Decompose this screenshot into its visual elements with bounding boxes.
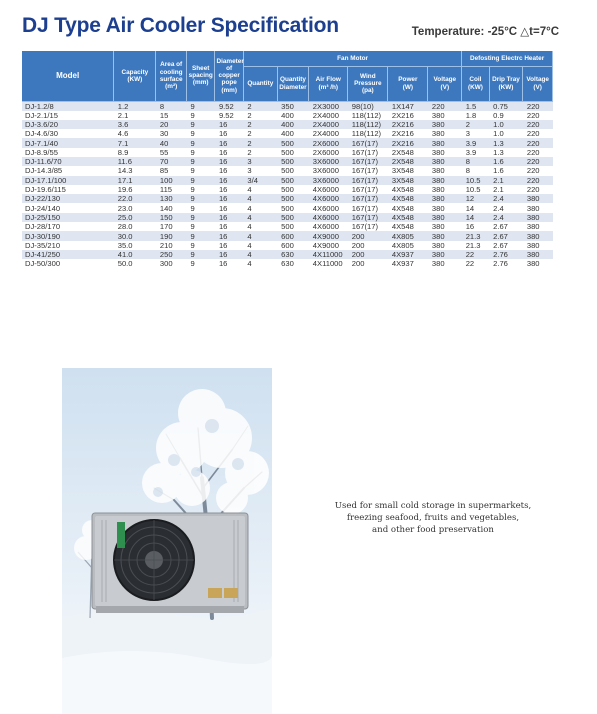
cell-model: DJ-3.6/20 [22, 120, 114, 129]
cell-drip-tray-power: 1.3 [489, 138, 523, 147]
cell-pipe-diameter: 16 [215, 259, 243, 268]
cell-capacity: 50.0 [114, 259, 156, 268]
cell-heater-voltage: 220 [523, 166, 553, 175]
cell-cooling-area: 140 [156, 203, 187, 212]
cell-drip-tray-power: 0.75 [489, 101, 523, 111]
table-row [22, 213, 553, 222]
cell-voltage: 380 [428, 111, 462, 120]
table-row [22, 194, 553, 203]
header-wind-pressure: Wind Pressure (pa) [348, 66, 388, 101]
cell-drip-tray-power: 2.4 [489, 213, 523, 222]
cell-voltage: 380 [428, 241, 462, 250]
cell-voltage: 380 [428, 259, 462, 268]
cell-power: 2X216 [388, 129, 428, 138]
cell-voltage: 380 [428, 129, 462, 138]
cell-fan-qty-diameter: 630 [277, 259, 309, 268]
cell-air-flow: 4X11000 [309, 250, 348, 259]
cell-air-flow: 2X4000 [309, 120, 348, 129]
cell-cooling-area: 300 [156, 259, 187, 268]
cell-heater-voltage: 220 [523, 157, 553, 166]
cell-capacity: 35.0 [114, 241, 156, 250]
table-row [22, 148, 553, 157]
table-row [22, 166, 553, 175]
cell-heater-voltage: 380 [523, 241, 553, 250]
cell-heater-voltage: 220 [523, 176, 553, 185]
cell-sheet-spacing: 9 [186, 259, 214, 268]
cell-wind-pressure: 167(17) [348, 176, 388, 185]
cell-fan-quantity: 2 [243, 120, 277, 129]
usage-caption [318, 500, 548, 536]
cell-sheet-spacing: 9 [186, 138, 214, 147]
cell-model: DJ-22/130 [22, 194, 114, 203]
cell-pipe-diameter: 16 [215, 231, 243, 240]
cell-coil-power: 14 [462, 213, 489, 222]
cell-sheet-spacing: 9 [186, 148, 214, 157]
cell-wind-pressure: 98(10) [348, 101, 388, 111]
cell-sheet-spacing: 9 [186, 250, 214, 259]
cell-fan-qty-diameter: 350 [277, 101, 309, 111]
cell-air-flow: 2X4000 [309, 111, 348, 120]
cell-air-flow: 3X6000 [309, 166, 348, 175]
cell-fan-qty-diameter: 500 [277, 176, 309, 185]
cell-voltage: 380 [428, 231, 462, 240]
cell-coil-power: 16 [462, 222, 489, 231]
cell-fan-quantity: 2 [243, 138, 277, 147]
cell-power: 4X805 [388, 231, 428, 240]
cell-heater-voltage: 220 [523, 148, 553, 157]
cell-model: DJ-28/170 [22, 222, 114, 231]
cell-capacity: 1.2 [114, 101, 156, 111]
cell-voltage: 380 [428, 176, 462, 185]
cell-fan-quantity: 2 [243, 101, 277, 111]
cell-capacity: 17.1 [114, 176, 156, 185]
cell-coil-power: 14 [462, 203, 489, 212]
cell-wind-pressure: 118(112) [348, 129, 388, 138]
cell-drip-tray-power: 2.4 [489, 203, 523, 212]
cell-sheet-spacing: 9 [186, 157, 214, 166]
cell-fan-quantity: 2 [243, 111, 277, 120]
cell-sheet-spacing: 9 [186, 213, 214, 222]
caption-line: and other food preservation [372, 525, 494, 535]
cell-sheet-spacing: 9 [186, 129, 214, 138]
cell-heater-voltage: 220 [523, 101, 553, 111]
table-row [22, 111, 553, 120]
cell-model: DJ-50/300 [22, 259, 114, 268]
cell-pipe-diameter: 16 [215, 250, 243, 259]
cell-cooling-area: 115 [156, 185, 187, 194]
cell-wind-pressure: 167(17) [348, 157, 388, 166]
cell-sheet-spacing: 9 [186, 231, 214, 240]
cell-model: DJ-41/250 [22, 250, 114, 259]
cell-drip-tray-power: 0.9 [489, 111, 523, 120]
cell-heater-voltage: 220 [523, 129, 553, 138]
cell-fan-qty-diameter: 500 [277, 148, 309, 157]
cell-voltage: 220 [428, 101, 462, 111]
cell-power: 4X548 [388, 222, 428, 231]
cell-air-flow: 2X4000 [309, 129, 348, 138]
cell-model: DJ-35/210 [22, 241, 114, 250]
cell-cooling-area: 40 [156, 138, 187, 147]
cell-wind-pressure: 167(17) [348, 185, 388, 194]
cell-capacity: 30.0 [114, 231, 156, 240]
cell-air-flow: 4X6000 [309, 203, 348, 212]
cell-model: DJ-25/150 [22, 213, 114, 222]
cell-sheet-spacing: 9 [186, 120, 214, 129]
cell-heater-voltage: 380 [523, 231, 553, 240]
cell-power: 4X937 [388, 259, 428, 268]
cell-cooling-area: 8 [156, 101, 187, 111]
cell-fan-qty-diameter: 500 [277, 213, 309, 222]
cell-wind-pressure: 167(17) [348, 213, 388, 222]
cell-wind-pressure: 118(112) [348, 111, 388, 120]
cell-drip-tray-power: 1.6 [489, 157, 523, 166]
cell-fan-qty-diameter: 500 [277, 185, 309, 194]
table-body [22, 101, 553, 269]
cell-fan-qty-diameter: 500 [277, 138, 309, 147]
cell-coil-power: 21.3 [462, 231, 489, 240]
header-defrosting-heater: Defosting Electrc Heater [462, 51, 553, 66]
cell-pipe-diameter: 16 [215, 120, 243, 129]
cell-pipe-diameter: 16 [215, 241, 243, 250]
table-row [22, 203, 553, 212]
cell-sheet-spacing: 9 [186, 185, 214, 194]
cell-pipe-diameter: 9.52 [215, 111, 243, 120]
cell-fan-qty-diameter: 500 [277, 203, 309, 212]
cell-pipe-diameter: 16 [215, 129, 243, 138]
cell-coil-power: 3.9 [462, 148, 489, 157]
cell-coil-power: 8 [462, 166, 489, 175]
cell-sheet-spacing: 9 [186, 194, 214, 203]
cell-air-flow: 4X11000 [309, 259, 348, 268]
cell-fan-quantity: 3 [243, 157, 277, 166]
header-area: Area of cooling surface (m²) [156, 51, 187, 101]
cell-coil-power: 8 [462, 157, 489, 166]
cell-air-flow: 3X6000 [309, 157, 348, 166]
header-sheet-spacing: Sheet spacing (mm) [186, 51, 214, 101]
cell-voltage: 380 [428, 203, 462, 212]
cell-air-flow: 4X6000 [309, 213, 348, 222]
table-row [22, 185, 553, 194]
cell-coil-power: 21.3 [462, 241, 489, 250]
cell-fan-qty-diameter: 500 [277, 157, 309, 166]
header-fan-quantity: Quantity [243, 66, 277, 101]
header-fan-qty-diameter: Quantity Diameter [277, 66, 309, 101]
cell-voltage: 380 [428, 250, 462, 259]
cell-coil-power: 3 [462, 129, 489, 138]
cell-air-flow: 2X6000 [309, 148, 348, 157]
cell-capacity: 25.0 [114, 213, 156, 222]
cell-coil-power: 10.5 [462, 176, 489, 185]
cell-drip-tray-power: 2.76 [489, 250, 523, 259]
cell-fan-quantity: 4 [243, 213, 277, 222]
cell-fan-qty-diameter: 600 [277, 231, 309, 240]
cell-coil-power: 2 [462, 120, 489, 129]
page-title: DJ Type Air Cooler Specification [22, 14, 339, 37]
table-row [22, 241, 553, 250]
cell-drip-tray-power: 1.3 [489, 148, 523, 157]
cell-power: 2X548 [388, 157, 428, 166]
cell-model: DJ-8.9/55 [22, 148, 114, 157]
cell-cooling-area: 15 [156, 111, 187, 120]
table-row [22, 138, 553, 147]
cell-coil-power: 3.9 [462, 138, 489, 147]
cell-model: DJ-24/140 [22, 203, 114, 212]
cell-power: 4X548 [388, 185, 428, 194]
cell-fan-quantity: 4 [243, 231, 277, 240]
cell-fan-quantity: 4 [243, 259, 277, 268]
cell-air-flow: 4X6000 [309, 194, 348, 203]
cell-fan-quantity: 4 [243, 222, 277, 231]
cell-heater-voltage: 220 [523, 185, 553, 194]
cell-air-flow: 4X9000 [309, 241, 348, 250]
cell-fan-qty-diameter: 630 [277, 250, 309, 259]
cell-drip-tray-power: 2.4 [489, 194, 523, 203]
cell-voltage: 380 [428, 120, 462, 129]
cell-air-flow: 4X6000 [309, 222, 348, 231]
cell-sheet-spacing: 9 [186, 222, 214, 231]
cell-heater-voltage: 380 [523, 259, 553, 268]
table-row [22, 231, 553, 240]
cell-cooling-area: 250 [156, 250, 187, 259]
cell-capacity: 22.0 [114, 194, 156, 203]
cell-air-flow: 2X3000 [309, 101, 348, 111]
cell-drip-tray-power: 2.67 [489, 241, 523, 250]
cell-power: 2X548 [388, 148, 428, 157]
cell-cooling-area: 170 [156, 222, 187, 231]
cell-capacity: 23.0 [114, 203, 156, 212]
cell-heater-voltage: 220 [523, 111, 553, 120]
cell-capacity: 8.9 [114, 148, 156, 157]
cell-coil-power: 10.5 [462, 185, 489, 194]
cell-fan-quantity: 2 [243, 148, 277, 157]
table-row [22, 101, 553, 111]
cell-cooling-area: 150 [156, 213, 187, 222]
cell-drip-tray-power: 2.67 [489, 231, 523, 240]
cell-coil-power: 1.5 [462, 101, 489, 111]
cell-model: DJ-17.1/100 [22, 176, 114, 185]
cell-model: DJ-2.1/15 [22, 111, 114, 120]
cell-model: DJ-19.6/115 [22, 185, 114, 194]
cell-drip-tray-power: 1.0 [489, 129, 523, 138]
cell-air-flow: 3X6000 [309, 176, 348, 185]
snowy-tree-image [62, 368, 272, 714]
cell-sheet-spacing: 9 [186, 101, 214, 111]
cell-fan-quantity: 4 [243, 185, 277, 194]
cell-sheet-spacing: 9 [186, 166, 214, 175]
cell-coil-power: 12 [462, 194, 489, 203]
cell-sheet-spacing: 9 [186, 203, 214, 212]
cell-coil-power: 22 [462, 259, 489, 268]
cell-pipe-diameter: 16 [215, 185, 243, 194]
cell-capacity: 7.1 [114, 138, 156, 147]
cell-capacity: 14.3 [114, 166, 156, 175]
table-row [22, 222, 553, 231]
cell-capacity: 28.0 [114, 222, 156, 231]
cell-wind-pressure: 167(17) [348, 166, 388, 175]
cell-cooling-area: 55 [156, 148, 187, 157]
cell-heater-voltage: 220 [523, 138, 553, 147]
cell-voltage: 380 [428, 166, 462, 175]
cell-pipe-diameter: 16 [215, 213, 243, 222]
cell-model: DJ-4.6/30 [22, 129, 114, 138]
cell-wind-pressure: 167(17) [348, 138, 388, 147]
cell-heater-voltage: 380 [523, 213, 553, 222]
header-fan-motor: Fan Motor [243, 51, 461, 66]
cell-model: DJ-1.2/8 [22, 101, 114, 111]
cell-wind-pressure: 200 [348, 250, 388, 259]
cell-fan-qty-diameter: 400 [277, 111, 309, 120]
table-row [22, 120, 553, 129]
cell-capacity: 41.0 [114, 250, 156, 259]
cell-fan-quantity: 3/4 [243, 176, 277, 185]
header-capacity: Capacity (KW) [114, 51, 156, 101]
cell-drip-tray-power: 2.67 [489, 222, 523, 231]
cell-power: 4X805 [388, 241, 428, 250]
cell-pipe-diameter: 16 [215, 138, 243, 147]
cell-cooling-area: 70 [156, 157, 187, 166]
table-row [22, 259, 553, 268]
cell-model: DJ-11.6/70 [22, 157, 114, 166]
cell-wind-pressure: 167(17) [348, 222, 388, 231]
cell-sheet-spacing: 9 [186, 241, 214, 250]
cell-voltage: 380 [428, 213, 462, 222]
cell-wind-pressure: 200 [348, 231, 388, 240]
cell-fan-qty-diameter: 400 [277, 120, 309, 129]
caption-line: Used for small cold storage in supermarkets, [334, 501, 532, 511]
cell-air-flow: 4X6000 [309, 185, 348, 194]
cell-power: 2X216 [388, 111, 428, 120]
header-heater-voltage: Voltage (V) [523, 66, 553, 101]
cell-pipe-diameter: 16 [215, 194, 243, 203]
cell-capacity: 4.6 [114, 129, 156, 138]
header-model: Model [22, 51, 114, 101]
specification-table [22, 51, 553, 269]
cell-drip-tray-power: 1.0 [489, 120, 523, 129]
cell-wind-pressure: 200 [348, 259, 388, 268]
cell-fan-quantity: 4 [243, 194, 277, 203]
cell-pipe-diameter: 16 [215, 222, 243, 231]
cell-cooling-area: 190 [156, 231, 187, 240]
cell-model: DJ-7.1/40 [22, 138, 114, 147]
cell-wind-pressure: 167(17) [348, 148, 388, 157]
cell-fan-quantity: 2 [243, 129, 277, 138]
header-voltage: Voltage (V) [428, 66, 462, 101]
cell-wind-pressure: 167(17) [348, 194, 388, 203]
cell-wind-pressure: 200 [348, 241, 388, 250]
cell-cooling-area: 100 [156, 176, 187, 185]
cell-power: 3X548 [388, 166, 428, 175]
cell-voltage: 380 [428, 222, 462, 231]
cell-fan-qty-diameter: 600 [277, 241, 309, 250]
cell-wind-pressure: 167(17) [348, 203, 388, 212]
cell-voltage: 380 [428, 148, 462, 157]
cell-cooling-area: 130 [156, 194, 187, 203]
cell-voltage: 380 [428, 185, 462, 194]
cell-heater-voltage: 220 [523, 120, 553, 129]
caption-line: freezing seafood, fruits and vegetables, [346, 513, 520, 523]
cell-capacity: 2.1 [114, 111, 156, 120]
header-coil: Coil (KW) [462, 66, 489, 101]
cell-power: 4X548 [388, 194, 428, 203]
cell-fan-qty-diameter: 500 [277, 194, 309, 203]
cell-drip-tray-power: 1.6 [489, 166, 523, 175]
cell-pipe-diameter: 16 [215, 166, 243, 175]
cell-coil-power: 22 [462, 250, 489, 259]
cell-wind-pressure: 118(112) [348, 120, 388, 129]
cell-drip-tray-power: 2.1 [489, 176, 523, 185]
temperature-note: Temperature: -25°C △t=7°C [411, 26, 559, 38]
cell-power: 2X216 [388, 138, 428, 147]
cell-heater-voltage: 380 [523, 250, 553, 259]
product-photo [62, 368, 272, 714]
cell-fan-quantity: 4 [243, 250, 277, 259]
cell-cooling-area: 210 [156, 241, 187, 250]
cell-power: 2X216 [388, 120, 428, 129]
cell-model: DJ-30/190 [22, 231, 114, 240]
cell-air-flow: 4X9000 [309, 231, 348, 240]
header-drip-tray: Drip Tray (KW) [489, 66, 523, 101]
cell-model: DJ-14.3/85 [22, 166, 114, 175]
cell-coil-power: 1.8 [462, 111, 489, 120]
cell-drip-tray-power: 2.1 [489, 185, 523, 194]
cell-power: 1X147 [388, 101, 428, 111]
table-row [22, 250, 553, 259]
header-air-flow: Air Flow (m³ /h) [309, 66, 348, 101]
cell-sheet-spacing: 9 [186, 176, 214, 185]
cell-cooling-area: 85 [156, 166, 187, 175]
cell-drip-tray-power: 2.76 [489, 259, 523, 268]
cell-heater-voltage: 380 [523, 203, 553, 212]
cell-fan-quantity: 3 [243, 166, 277, 175]
header-power: Power (W) [388, 66, 428, 101]
cell-power: 4X548 [388, 203, 428, 212]
cell-voltage: 380 [428, 194, 462, 203]
cell-pipe-diameter: 16 [215, 203, 243, 212]
cell-voltage: 380 [428, 157, 462, 166]
cell-capacity: 3.6 [114, 120, 156, 129]
cell-fan-quantity: 4 [243, 241, 277, 250]
cell-cooling-area: 20 [156, 120, 187, 129]
cell-pipe-diameter: 16 [215, 148, 243, 157]
cell-power: 3X548 [388, 176, 428, 185]
cell-power: 4X937 [388, 250, 428, 259]
cell-sheet-spacing: 9 [186, 111, 214, 120]
cell-capacity: 19.6 [114, 185, 156, 194]
cell-fan-quantity: 4 [243, 203, 277, 212]
cell-power: 4X548 [388, 213, 428, 222]
cell-pipe-diameter: 16 [215, 157, 243, 166]
cell-air-flow: 2X6000 [309, 138, 348, 147]
cell-heater-voltage: 380 [523, 222, 553, 231]
cell-pipe-diameter: 9.52 [215, 101, 243, 111]
table-row [22, 176, 553, 185]
table-row [22, 157, 553, 166]
cell-fan-qty-diameter: 400 [277, 129, 309, 138]
header-diameter: Diameter of copper pope (mm) [215, 51, 243, 101]
cell-heater-voltage: 380 [523, 194, 553, 203]
cell-pipe-diameter: 16 [215, 176, 243, 185]
air-cooler-unit-image [92, 513, 248, 613]
cell-fan-qty-diameter: 500 [277, 166, 309, 175]
cell-capacity: 11.6 [114, 157, 156, 166]
table-row [22, 129, 553, 138]
cell-fan-qty-diameter: 500 [277, 222, 309, 231]
cell-cooling-area: 30 [156, 129, 187, 138]
cell-voltage: 380 [428, 138, 462, 147]
